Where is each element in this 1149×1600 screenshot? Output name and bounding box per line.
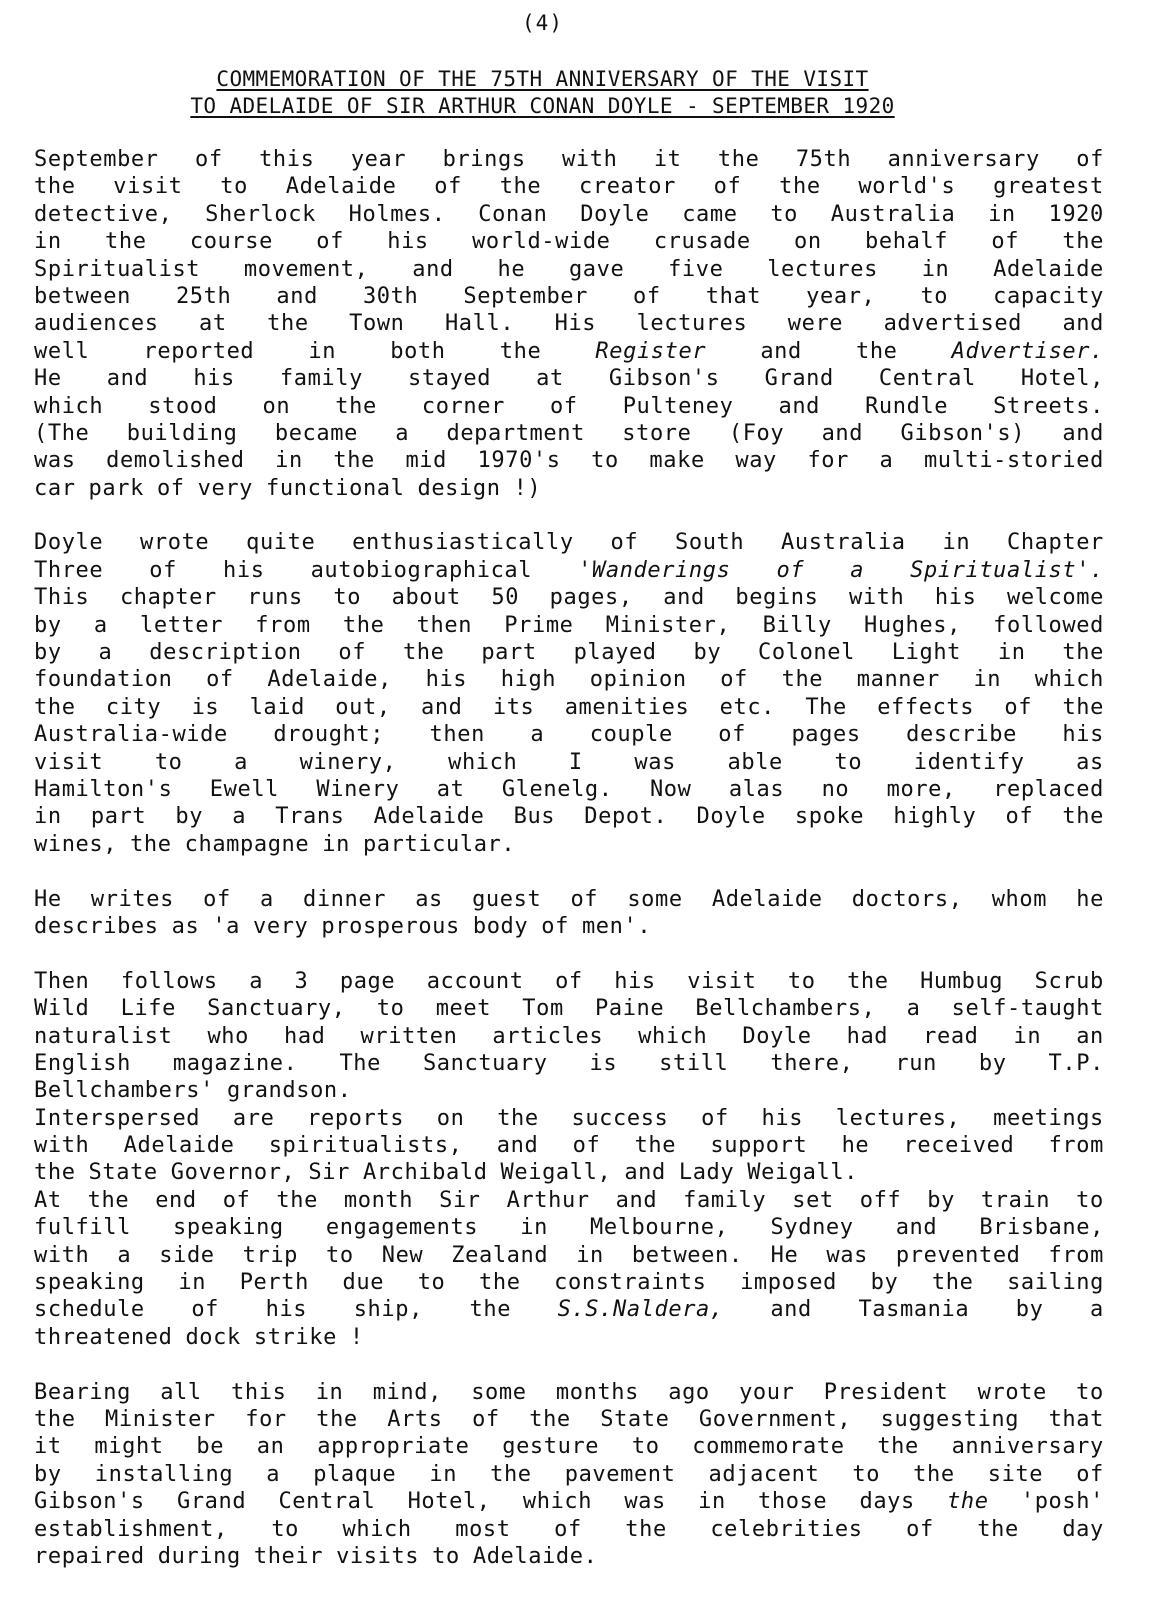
text-line: car park of very functional design !) [34,475,542,501]
text-line: He writes of a dinner as guest of some Adelaide doctors, whom he [34,886,1104,912]
text-line: English magazine. The Sanctuary is still there, run by T.P. [34,1050,1104,1076]
text-line: in part by a Trans Adelaide Bus Depot. Doyle spoke highly of the [34,804,1104,830]
text-line: Australia-wide drought; then a couple of pages describe his [34,722,1104,748]
text-line: wines, the champagne in particular. [34,831,516,857]
paragraph-3 [34,886,1104,941]
heading-line-2: TO ADELAIDE OF SIR ARTHUR CONAN DOYLE - SEPTEMBER 1920 [190,94,895,118]
paragraph-5 [34,1379,1104,1571]
paragraph-4 [34,968,1104,1351]
text-line: Then follows a 3 page account of his visit to the Humbug Scrub [34,968,1104,994]
text-line: Bearing all this in mind, some months ago your President wrote to [34,1379,1104,1405]
text-line: Bellchambers' grandson. [34,1078,352,1104]
text-line: with Adelaide spiritualists, and of the support he received from [34,1133,1104,1159]
text-line: threatened dock strike ! [34,1324,364,1350]
text-line: naturalist who had written articles which Doyle had read in an [34,1023,1104,1049]
text-line: Gibson's Grand Central Hotel, which was in those days the 'posh' [34,1489,1104,1515]
text-line: the State Governor, Sir Archibald Weigall, and Lady Weigall. [34,1160,859,1186]
text-line: At the end of the month Sir Arthur and family set off by train to [34,1187,1104,1213]
text-line: it might be an appropriate gesture to commemorate the anniversary [34,1434,1104,1460]
text-line: by a letter from the then Prime Minister, Billy Hughes, followed [34,612,1104,638]
text-line: detective, Sherlock Holmes. Conan Doyle came to Australia in 1920 [34,201,1104,227]
heading-line-1: COMMEMORATION OF THE 75TH ANNIVERSARY OF THE VISIT [216,67,869,91]
text-line: Interspersed are reports on the success of his lectures, meetings [34,1105,1104,1131]
text-line: the city is laid out, and its amenities etc. The effects of the [34,694,1104,720]
text-line: was demolished in the mid 1970's to make way for a multi-storied [34,448,1104,474]
text-line: Spiritualist movement, and he gave five lectures in Adelaide [34,256,1104,282]
text-line: by a description of the part played by Colonel Light in the [34,640,1104,666]
article-heading [0,66,1085,120]
text-line: Doyle wrote quite enthusiastically of South Australia in Chapter [34,530,1104,556]
text-line: foundation of Adelaide, his high opinion of the manner in which [34,667,1104,693]
text-line: (The building became a department store (Foy and Gibson's) and [34,420,1104,446]
text-line: Three of his autobiographical 'Wanderings of a Spiritualist'. [34,557,1104,583]
text-line: with a side trip to New Zealand in between. He was prevented from [34,1242,1104,1268]
page-number: (4) [522,11,563,35]
text-line: September of this year brings with it the 75th anniversary of [34,147,1104,172]
text-line: in the course of his world-wide crusade on behalf of the [34,229,1104,255]
text-line: fulfill speaking engagements in Melbourne, Sydney and Brisbane, [34,1215,1104,1241]
text-line: audiences at the Town Hall. His lectures were advertised and [34,311,1104,337]
text-line: Hamilton's Ewell Winery at Glenelg. Now alas no more, replaced [34,776,1104,802]
text-line: visit to a winery, which I was able to identify as [34,749,1104,775]
text-line: between 25th and 30th September of that year, to capacity [34,283,1104,309]
text-line: well reported in both the Register and the Advertiser. [34,338,1104,364]
paragraph-1 [34,146,1104,502]
text-line: which stood on the corner of Pulteney and Rundle Streets. [34,393,1104,419]
text-line: This chapter runs to about 50 pages, and begins with his welcome [34,585,1104,611]
paragraph-2 [34,529,1104,858]
text-line: the visit to Adelaide of the creator of the world's greatest [34,174,1104,200]
text-line: describes as 'a very prosperous body of men'. [34,913,652,939]
text-line: He and his family stayed at Gibson's Grand Central Hotel, [34,366,1104,392]
text-line: the Minister for the Arts of the State Government, suggesting that [34,1406,1104,1432]
text-line: Wild Life Sanctuary, to meet Tom Paine Bellchambers, a self-taught [34,996,1104,1022]
article-body [34,146,1104,1598]
text-line: by installing a plaque in the pavement adjacent to the site of [34,1461,1104,1487]
text-line: schedule of his ship, the S.S.Naldera, and Tasmania by a [34,1297,1104,1323]
text-line: repaired during their visits to Adelaide. [34,1543,598,1569]
text-line: establishment, to which most of the celebrities of the day [34,1516,1104,1542]
text-line: speaking in Perth due to the constraints imposed by the sailing [34,1270,1104,1296]
